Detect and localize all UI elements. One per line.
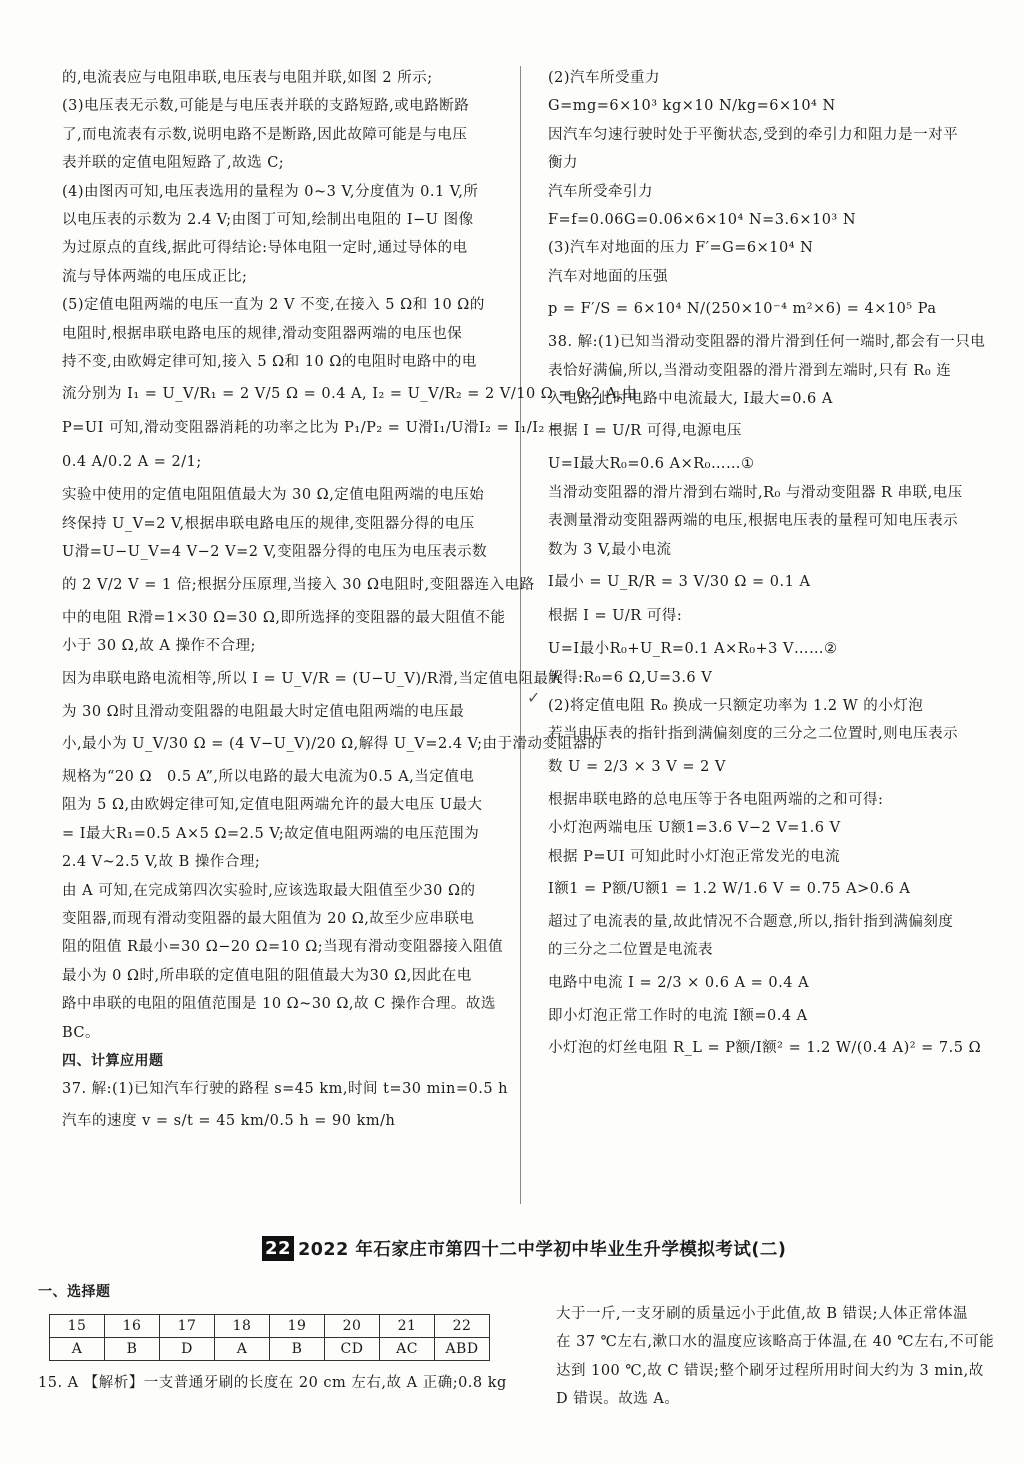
text-line: 终保持 U_V=2 V,根据串联电路电压的规律,变阻器分得的电压 [62, 515, 475, 532]
text-line: U=I最小R₀+U_R=0.1 A×R₀+3 V……② [548, 641, 838, 658]
q15-continued-line: 达到 100 ℃,故 C 错误;整个刷牙过程所用时间大约为 3 min,故 [556, 1362, 984, 1379]
q15-continued-line: 大于一斤,一支牙刷的质量远小于此值,故 B 错误;人体正常体温 [556, 1306, 968, 1322]
text-line: 数 U = 2/3 × 3 V = 2 V [548, 758, 726, 775]
text-line: 38. 解:(1)已知当滑动变阻器的滑片滑到任何一端时,都会有一只电 [548, 334, 986, 351]
q15-continued-line: 在 37 ℃左右,漱口水的温度应该略高于体温,在 40 ℃左右,不可能 [556, 1334, 995, 1351]
pen-mark: ✓ [527, 688, 541, 707]
text-line: 若当电压表的指针指到满偏刻度的三分之二位置时,则电压表示 [548, 726, 959, 743]
answer-cell: ABD [435, 1338, 490, 1361]
question-number-cell: 17 [160, 1315, 215, 1338]
question-number-cell: 20 [325, 1315, 380, 1338]
answer-value-row [50, 1338, 490, 1361]
text-line: 由 A 可知,在完成第四次实验时,应该选取最大阻值至少30 Ω的 [62, 882, 476, 899]
right-column [548, 64, 1004, 1067]
answer-cell: AC [380, 1338, 435, 1361]
text-line: I最小 = U_R/R = 3 V/30 Ω = 0.1 A [548, 574, 811, 591]
text-line: 流分别为 I₁ = U_V/R₁ = 2 V/5 Ω = 0.4 A, I₂ = U_V/R₂ = 2 V/10 Ω = 0.2 A,由 [62, 386, 637, 403]
text-line: U=I最大R₀=0.6 A×R₀……① [548, 456, 755, 473]
text-line: 2.4 V~2.5 V,故 B 操作合理; [62, 854, 261, 871]
text-line: 因为串联电路电流相等,所以 I = U_V/R = (U−U_V)/R滑,当定值电阻最大 [62, 670, 564, 687]
question-number-cell: 16 [105, 1315, 160, 1338]
text-line: 因汽车匀速行驶时处于平衡状态,受到的牵引力和阻力是一对平 [548, 126, 959, 143]
text-line: 阻为 5 Ω,由欧姆定律可知,定值电阻两端允许的最大电压 U最大 [62, 797, 483, 814]
text-line: 实验中使用的定值电阻阻值最大为 30 Ω,定值电阻两端的电压始 [62, 487, 485, 504]
text-line: = I最大R₁=0.5 A×5 Ω=2.5 V;故定值电阻两端的电压范围为 [62, 825, 480, 842]
text-line: 最小为 0 Ω时,所串联的定值电阻的阻值最大为30 Ω,因此在电 [62, 967, 472, 984]
answer-cell: A [50, 1338, 105, 1361]
text-line: 的,电流表应与电阻串联,电压表与电阻并联,如图 2 所示; [62, 70, 433, 86]
text-line: (3)汽车对地面的压力 F′=G=6×10⁴ N [548, 240, 814, 257]
text-line: 变阻器,而现有滑动变阻器的最大阻值为 20 Ω,故至少应串联电 [62, 910, 475, 927]
answer-cell: B [270, 1338, 325, 1361]
answer-cell: A [215, 1338, 270, 1361]
answer-cell: B [105, 1338, 160, 1361]
text-line: (2)汽车所受重力 [548, 70, 661, 86]
column-divider [520, 66, 521, 1204]
text-line: 持不变,由欧姆定律可知,接入 5 Ω和 10 Ω的电阻时电路中的电 [62, 354, 477, 371]
text-line: 衡力 [548, 155, 578, 172]
text-line: 根据 P=UI 可知此时小灯泡正常发光的电流 [548, 848, 841, 865]
text-line: 数为 3 V,最小电流 [548, 541, 672, 558]
text-line: (3)电压表无示数,可能是与电压表并联的支路短路,或电路断路 [62, 98, 470, 115]
text-line: 路中串联的电阻的阻值范围是 10 Ω~30 Ω,故 C 操作合理。故选 [62, 996, 496, 1013]
text-line: 小灯泡的灯丝电阻 R_L = P额/I额² = 1.2 W/(0.4 A)² = 7.5 Ω [548, 1040, 982, 1057]
text-line: 汽车对地面的压强 [548, 268, 668, 285]
text-line: 入电路,此时电路中电流最大, I最大=0.6 A [548, 391, 833, 408]
text-line: 以电压表的示数为 2.4 V;由图丁可知,绘制出电阻的 I−U 图像 [62, 212, 474, 229]
text-line: 小于 30 Ω,故 A 操作不合理; [62, 638, 256, 655]
text-line: U滑=U−U_V=4 V−2 V=2 V,变阻器分得的电压为电压表示数 [62, 544, 488, 561]
text-line: I额1 = P额/U额1 = 1.2 W/1.6 V = 0.75 A>0.6 A [548, 880, 911, 897]
text-line: 的三分之二位置是电流表 [548, 942, 713, 959]
text-line: 中的电阻 R滑=1×30 Ω=30 Ω,即所选择的变阻器的最大阻值不能 [62, 609, 506, 626]
text-line: (2)将定值电阻 R₀ 换成一只额定功率为 1.2 W 的小灯泡 [548, 697, 924, 714]
text-line: G=mg=6×10³ kg×10 N/kg=6×10⁴ N [548, 98, 836, 115]
text-line: 小,最小为 U_V/30 Ω = (4 V−U_V)/20 Ω,解得 U_V=2.4 V;由于滑动变阻器的 [62, 735, 603, 752]
text-line: 小灯泡两端电压 U额1=3.6 V−2 V=1.6 V [548, 820, 841, 837]
q37-line: 37. 解:(1)已知汽车行驶的路程 s=45 km,时间 t=30 min=0.5 h [62, 1080, 509, 1097]
text-line: 汽车所受牵引力 [548, 183, 653, 200]
text-line: 根据串联电路的总电压等于各电阻两端的之和可得: [548, 791, 884, 808]
answer-cell: CD [325, 1338, 380, 1361]
answer-cell: D [160, 1338, 215, 1361]
text-line: 根据 I = U/R 可得: [548, 608, 683, 625]
text-line: 规格为“20 Ω 0.5 A”,所以电路的最大电流为0.5 A,当定值电 [62, 768, 475, 785]
text-line: 电路中电流 I = 2/3 × 0.6 A = 0.4 A [548, 974, 810, 991]
q15-explanation: 15. A 【解析】一支普通牙刷的长度在 20 cm 左右,故 A 正确;0.8 kg [38, 1375, 507, 1391]
text-line: 为过原点的直线,据此可得结论:导体电阻一定时,通过导体的电 [62, 240, 468, 257]
text-line: 当滑动变阻器的滑片滑到右端时,R₀ 与滑动变阻器 R 串联,电压 [548, 484, 963, 501]
text-line: 0.4 A/0.2 A = 2/1; [62, 454, 202, 471]
text-line: 流与导体两端的电压成正比; [62, 268, 248, 285]
q37-line: 汽车的速度 v = s/t = 45 km/0.5 h = 90 km/h [62, 1113, 396, 1130]
text-line: 的 2 V/2 V = 1 倍;根据分压原理,当接入 30 Ω电阻时,变阻器连入电路 [62, 576, 535, 593]
text-line: 电阻时,根据串联电路电压的规律,滑动变阻器两端的电压也保 [62, 325, 463, 342]
section-one-title: 一、选择题 [38, 1284, 111, 1300]
text-line: 表测量滑动变阻器两端的电压,根据电压表的量程可知电压表示 [548, 513, 959, 530]
answer-table [49, 1314, 490, 1361]
answer-number-row [50, 1315, 490, 1338]
choice-section [38, 1278, 528, 1397]
text-line: p = F′/S = 6×10⁴ N/(250×10⁻⁴ m²×6) = 4×10⁵ Pa [548, 301, 937, 318]
exam-title-bar [262, 1233, 786, 1263]
text-line: 阻的阻值 R最小=30 Ω−20 Ω=10 Ω;当现有滑动变阻器接入阻值 [62, 939, 504, 956]
section-four-title: 四、计算应用题 [62, 1052, 164, 1069]
text-line: P=UI 可知,滑动变阻器消耗的功率之比为 P₁/P₂ = U滑I₁/U滑I₂ = I₁/I₂ = [62, 420, 563, 437]
question-number-cell: 22 [435, 1315, 490, 1338]
text-line: 表恰好满偏,所以,当滑动变阻器的滑片滑到左端时,只有 R₀ 连 [548, 362, 952, 379]
text-line: 了,而电流表有示数,说明电路不是断路,因此故障可能是与电压 [62, 126, 468, 143]
q15-explanation-continued [556, 1300, 1006, 1414]
text-line: F=f=0.06G=0.06×6×10⁴ N=3.6×10³ N [548, 212, 857, 229]
q15-continued-line: D 错误。故选 A。 [556, 1391, 680, 1408]
text-line: 表并联的定值电阻短路了,故选 C; [62, 155, 285, 172]
text-line: 解得:R₀=6 Ω,U=3.6 V [548, 669, 713, 686]
exam-title: 2022 年石家庄市第四十二中学初中毕业生升学模拟考试(二) [298, 1239, 787, 1260]
question-number-cell: 15 [50, 1315, 105, 1338]
question-number-cell: 21 [380, 1315, 435, 1338]
text-line: (5)定值电阻两端的电压一直为 2 V 不变,在接入 5 Ω和 10 Ω的 [62, 297, 485, 314]
text-line: 根据 I = U/R 可得,电源电压 [548, 423, 742, 440]
text-line: 为 30 Ω时且滑动变阻器的电阻最大时定值电阻两端的电压最 [62, 703, 465, 720]
text-line: (4)由图丙可知,电压表选用的量程为 0~3 V,分度值为 0.1 V,所 [62, 183, 479, 200]
text-line: 超过了电流表的量,故此情况不合题意,所以,指针指到满偏刻度 [548, 913, 954, 930]
question-number-cell: 18 [215, 1315, 270, 1338]
exam-number-badge: 22 [262, 1236, 294, 1261]
text-line: 即小灯泡正常工作时的电流 I额=0.4 A [548, 1007, 808, 1024]
text-line: BC。 [62, 1024, 101, 1041]
question-number-cell: 19 [270, 1315, 325, 1338]
